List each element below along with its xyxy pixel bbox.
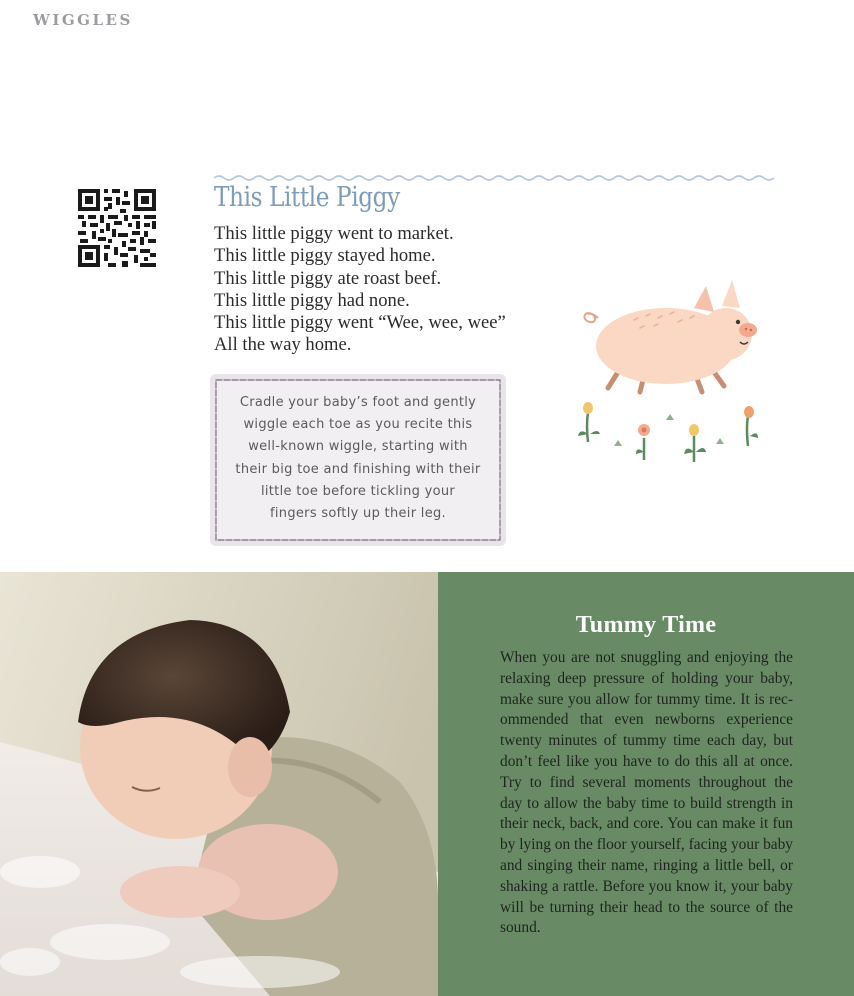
qr-code[interactable] [78, 189, 156, 267]
instruction-line: fingers softly up their leg. [270, 506, 446, 522]
instruction-note [208, 372, 508, 548]
instruction-line: their big toe and finishing with their [235, 461, 481, 477]
tummy-time-body: When you are not snuggling and enjoying the relaxing deep pressure of holding your baby, make sure you allow for tummy time. It is rec-ommended that even newborns experience twenty minutes of tummy time each day, but don’t feel like you have to do this all at once. Try to find several moments throughout the day to allow the baby time to build strength in their neck, back, and core. You can make it fun by lying on the floor yourself, facing your baby and singing their name, ringing a little bell, or shaking a rattle. Before you know it, your baby will be turning their head to the source of the sound. [500, 649, 793, 937]
poem-line: All the way home. [214, 334, 352, 356]
poem-line: This little piggy stayed home. [214, 245, 436, 267]
instruction-line: little toe before tickling your [260, 483, 456, 499]
running-head: WIGGLES [33, 11, 133, 29]
instruction-line: wiggle each toe as you recite this [243, 417, 473, 433]
tummy-time-title: Tummy Time [575, 612, 717, 638]
pig-illustration [574, 276, 770, 466]
instruction-line: Cradle your baby’s foot and gently [239, 395, 477, 410]
poem-title: This Little Piggy [214, 182, 400, 213]
baby-tummy-time-photo [0, 572, 438, 996]
poem-line: This little piggy ate roast beef. [214, 267, 442, 289]
poem-line: This little piggy had none. [214, 289, 410, 311]
poem-line: This little piggy went “Wee, wee, wee” [214, 312, 506, 334]
instruction-line: well-known wiggle, starting with [248, 439, 468, 455]
instruction-text [222, 392, 494, 525]
flowers-decoration [578, 402, 758, 462]
tummy-time-panel [438, 572, 854, 996]
pig-icon [584, 280, 757, 392]
poem-lines [214, 223, 554, 357]
poem-line: This little piggy went to market. [214, 223, 454, 244]
